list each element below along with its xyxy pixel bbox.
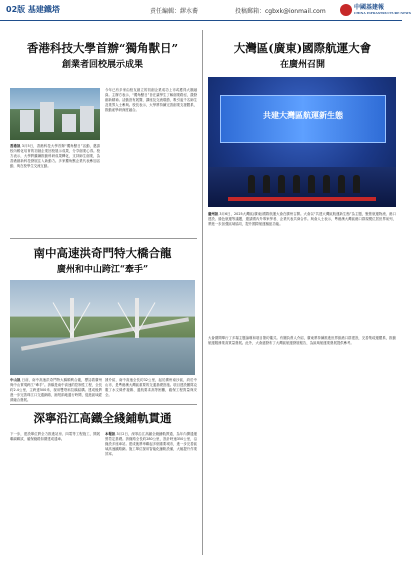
- article-1-lead: 香港訊: [10, 144, 21, 148]
- submission-email: 投稿郵箱：cgbxk@ionmail.com: [235, 8, 326, 15]
- article-1-title: 香港科技大學首辦“獨角獸日”: [26, 41, 179, 55]
- page-section-label: 02版 基建鐵塔: [6, 5, 60, 14]
- article-1-photo: [10, 88, 100, 140]
- article-3-subtitle: 廣州和中山跨江“牽手”: [56, 265, 149, 275]
- stage-screen: [220, 95, 386, 143]
- article-4-body: 本報訊 3月2日，深寧沿江高鐵全綫鋪軌貫通，為年內開通運營奠定基礎。該綫路全長約280公里，設計時速350公里，沿綫設多座車站。建成後將串聯起多個重要城市，進一步完善區域高速鐵路網。施工單位採用智能化鋪軌設備，大幅提升作業效率。: [105, 432, 197, 457]
- article-1-subtitle: 創業者回校展示成果: [61, 60, 143, 70]
- section-divider-2: [10, 404, 197, 405]
- article-3-body-continued: 據介紹，南中高速全長約32公里，起於廣州南沙區，終於中山市，是粵港澳大灣區重要的交通基礎設施。項目建設團隊克服了水文條件複雜、通航要求高等困難，確保工程質量與安全。: [105, 378, 197, 398]
- article-1-body-continued: 今年已有多家由校友創立的初創企業成功上市或獲得大額融資。主辦方表示，“獨角獸日”旨在讓學生了解創業路徑，激發創新精神。活動設有展覽、講座及交流環節，吸引逾千名師生及業界人士參與。校長表示，大學將持續完善創業支援體系，推動產學研深度融合。: [105, 88, 197, 113]
- article-3-lead: 中山訊: [10, 378, 21, 382]
- article-3-photo: [10, 280, 195, 375]
- article-3-body: 中山訊 日前，南中高速洪奇門特大橋順利合龍，標誌着廣州與中山實現跨江“牽手”。該橋是南中高速的控制性工程，全長約2.4公里，主跨達500米，採用雙塔斜拉橋結構。建成後將進一步完善珠江口交通網絡，縮短兩地通行時間，促進區域經濟融合發展。: [10, 378, 103, 403]
- column-divider: [202, 30, 203, 555]
- section-divider: [10, 238, 197, 239]
- article-1-body: 香港訊 3月5日，香港科技大學首辦“獨角獸日”活動，邀請校內孵化培育的初創企業回校展示成果，分享創業心得。校方表示，大學將繼續推動科研成果轉化，支持師生創業，為香港創新科技發展注入新動力。多家獨角獸企業代表參加活動，與在校學生交流互動。: [10, 144, 101, 169]
- article-4-body-continued: 下一步，建設單位將全力推進站房、四電等工程施工，開展聯調聯試，確保綫路如期建成通車。: [10, 432, 100, 442]
- article-4-title: 深寧沿江高鐵全綫鋪軌貫通: [33, 411, 172, 425]
- article-2-subtitle: 在廣州召開: [279, 60, 325, 70]
- article-4-lead: 本報訊: [105, 432, 116, 436]
- article-2-body: 廣州訊 3月6日，2025大灣區(廣東)國際航運大會在廣州召開。大會以“共建大灣區航運新生態”為主題，聚焦航運物流、港口建設、綠色航運等議題，邀請國內外專家學者、企業代表共商合作。與會人士表示，粵港澳大灣區港口群規模位居世界前列，將進一步加強區域協同，提升國際航運樞紐功能。: [208, 212, 396, 227]
- logo-text: 中國基建報: [354, 4, 385, 11]
- page-header: [0, 0, 411, 21]
- article-2-photo: [208, 77, 396, 207]
- article-2-body-continued: 大會期間舉行了多場主題論壇和項目簽約儀式。有關負責人介紹，廣東將持續推進世界級港口群建設，完善集疏運體系，推動航運服務業高質量發展。此外，大會還發布了大灣區航運發展報告，為區域航運業發展提供參考。: [208, 336, 396, 346]
- logo-mark-icon: [340, 4, 352, 16]
- stage-screen-text: 共建大灣區航運新生態: [263, 110, 343, 120]
- logo-subtext: CHINA INFRASTRUCTURE NEWS: [354, 11, 411, 15]
- article-3-title: 南中高速洪奇門特大橋合龍: [33, 246, 172, 260]
- newspaper-logo: [340, 3, 411, 17]
- article-2-lead: 廣州訊: [208, 212, 219, 216]
- editor-credit: 責任編輯：繆水蕎: [150, 8, 199, 15]
- article-2-title: 大灣區(廣東)國際航運大會: [233, 41, 372, 55]
